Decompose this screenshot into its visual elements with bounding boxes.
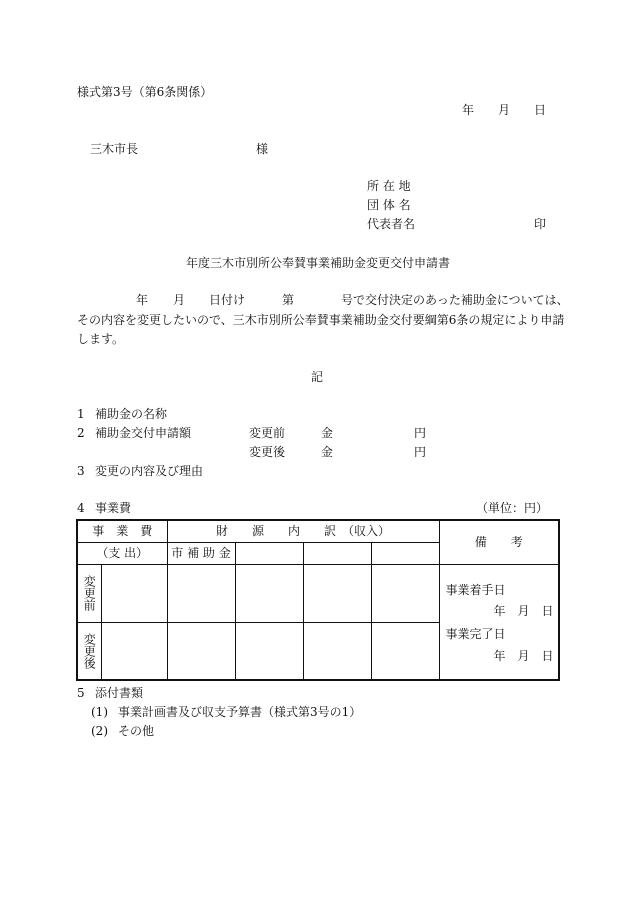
cell-after-src2[interactable] [235,622,303,680]
cell-after-src3[interactable] [303,622,371,680]
header-blank-1 [235,542,303,564]
item1-label: 補助金の名称 [95,407,168,421]
cell-before-expense[interactable] [101,564,167,622]
start-date-ymd: 年 月 日 [493,603,554,618]
intro-line3: します。 [77,332,125,346]
table-row-before [77,564,559,622]
date-year: 年 [462,103,475,117]
item3-label: 変更の内容及び理由 [95,464,204,478]
header-blank-3 [371,542,439,564]
header-shishutsu: （支 出） [77,542,167,564]
cell-after-subsidy[interactable] [167,622,235,680]
item1-num: 1 [77,407,85,421]
end-date-label: 事業完了日 [445,626,506,641]
attachment-2-label: その他 [118,724,155,738]
cell-after-src4[interactable] [371,622,439,680]
cell-before-src3[interactable] [303,564,371,622]
intro-rest-line1: 号で交付決定のあった補助金については、 [341,293,569,307]
seal-mark: 印 [534,217,547,231]
header-biko: 備 考 [439,520,559,564]
form-number: 様式第3号（第6条関係） [77,85,213,99]
item5-num: 5 [77,686,85,700]
attachment-2-num: (2) [91,724,108,738]
intro-line2: その内容を変更したいので、三木市別所公奉賛事業補助金交付要綱第6条の規定により申請 [77,313,565,327]
document-title: 年度三木市別所公奉賛事業補助金変更交付申請書 [186,256,451,270]
attachment-1-label: 事業計画書及び収支予算書（様式第3号の1） [118,705,362,719]
ki-heading: 記 [311,370,324,384]
item2-after: 変更後 [249,445,286,459]
header-zaigen: 財 源 内 訳 （収入） [167,520,439,542]
row-after-label: 変更後 [82,632,97,669]
item2-kin-before: 金 [321,426,334,440]
item2-before: 変更前 [249,426,286,440]
item2-yen-after: 円 [414,445,427,459]
start-date-label: 事業着手日 [445,582,506,597]
intro-year: 年 [136,293,149,307]
date-day: 日 [534,103,547,117]
item3-num: 3 [77,464,85,478]
cell-before-src4[interactable] [371,564,439,622]
header-jigyohi: 事 業 費 [77,520,167,542]
budget-table [76,519,560,681]
cell-biko-dates [439,564,559,680]
date-month: 月 [498,103,511,117]
intro-day-dated: 日付け [209,293,246,307]
intro-no-prefix: 第 [282,293,295,307]
header-shihojokin: 市 補 助 金 [167,542,235,564]
end-date-ymd: 年 月 日 [493,648,554,663]
rep-label: 代表者名 [367,217,416,231]
cell-before-subsidy[interactable] [167,564,235,622]
addressee-name: 三木市長 [90,142,139,156]
attachment-1-num: (1) [91,705,108,719]
item2-num: 2 [77,426,85,440]
item2-label: 補助金交付申請額 [95,426,192,440]
address-label: 所 在 地 [367,179,411,193]
item5-label: 添付書類 [95,686,144,700]
item4-unit: （単位：円） [476,501,549,515]
item2-yen-before: 円 [414,426,427,440]
item4-num: 4 [77,501,85,515]
addressee-honorific: 様 [256,142,269,156]
intro-month: 月 [173,293,186,307]
row-before-label: 変更前 [82,575,97,611]
item4-label: 事業費 [95,501,132,515]
cell-before-src2[interactable] [235,564,303,622]
cell-after-expense[interactable] [101,622,167,680]
item2-kin-after: 金 [321,445,334,459]
header-blank-2 [303,542,371,564]
org-label: 団 体 名 [367,198,411,212]
